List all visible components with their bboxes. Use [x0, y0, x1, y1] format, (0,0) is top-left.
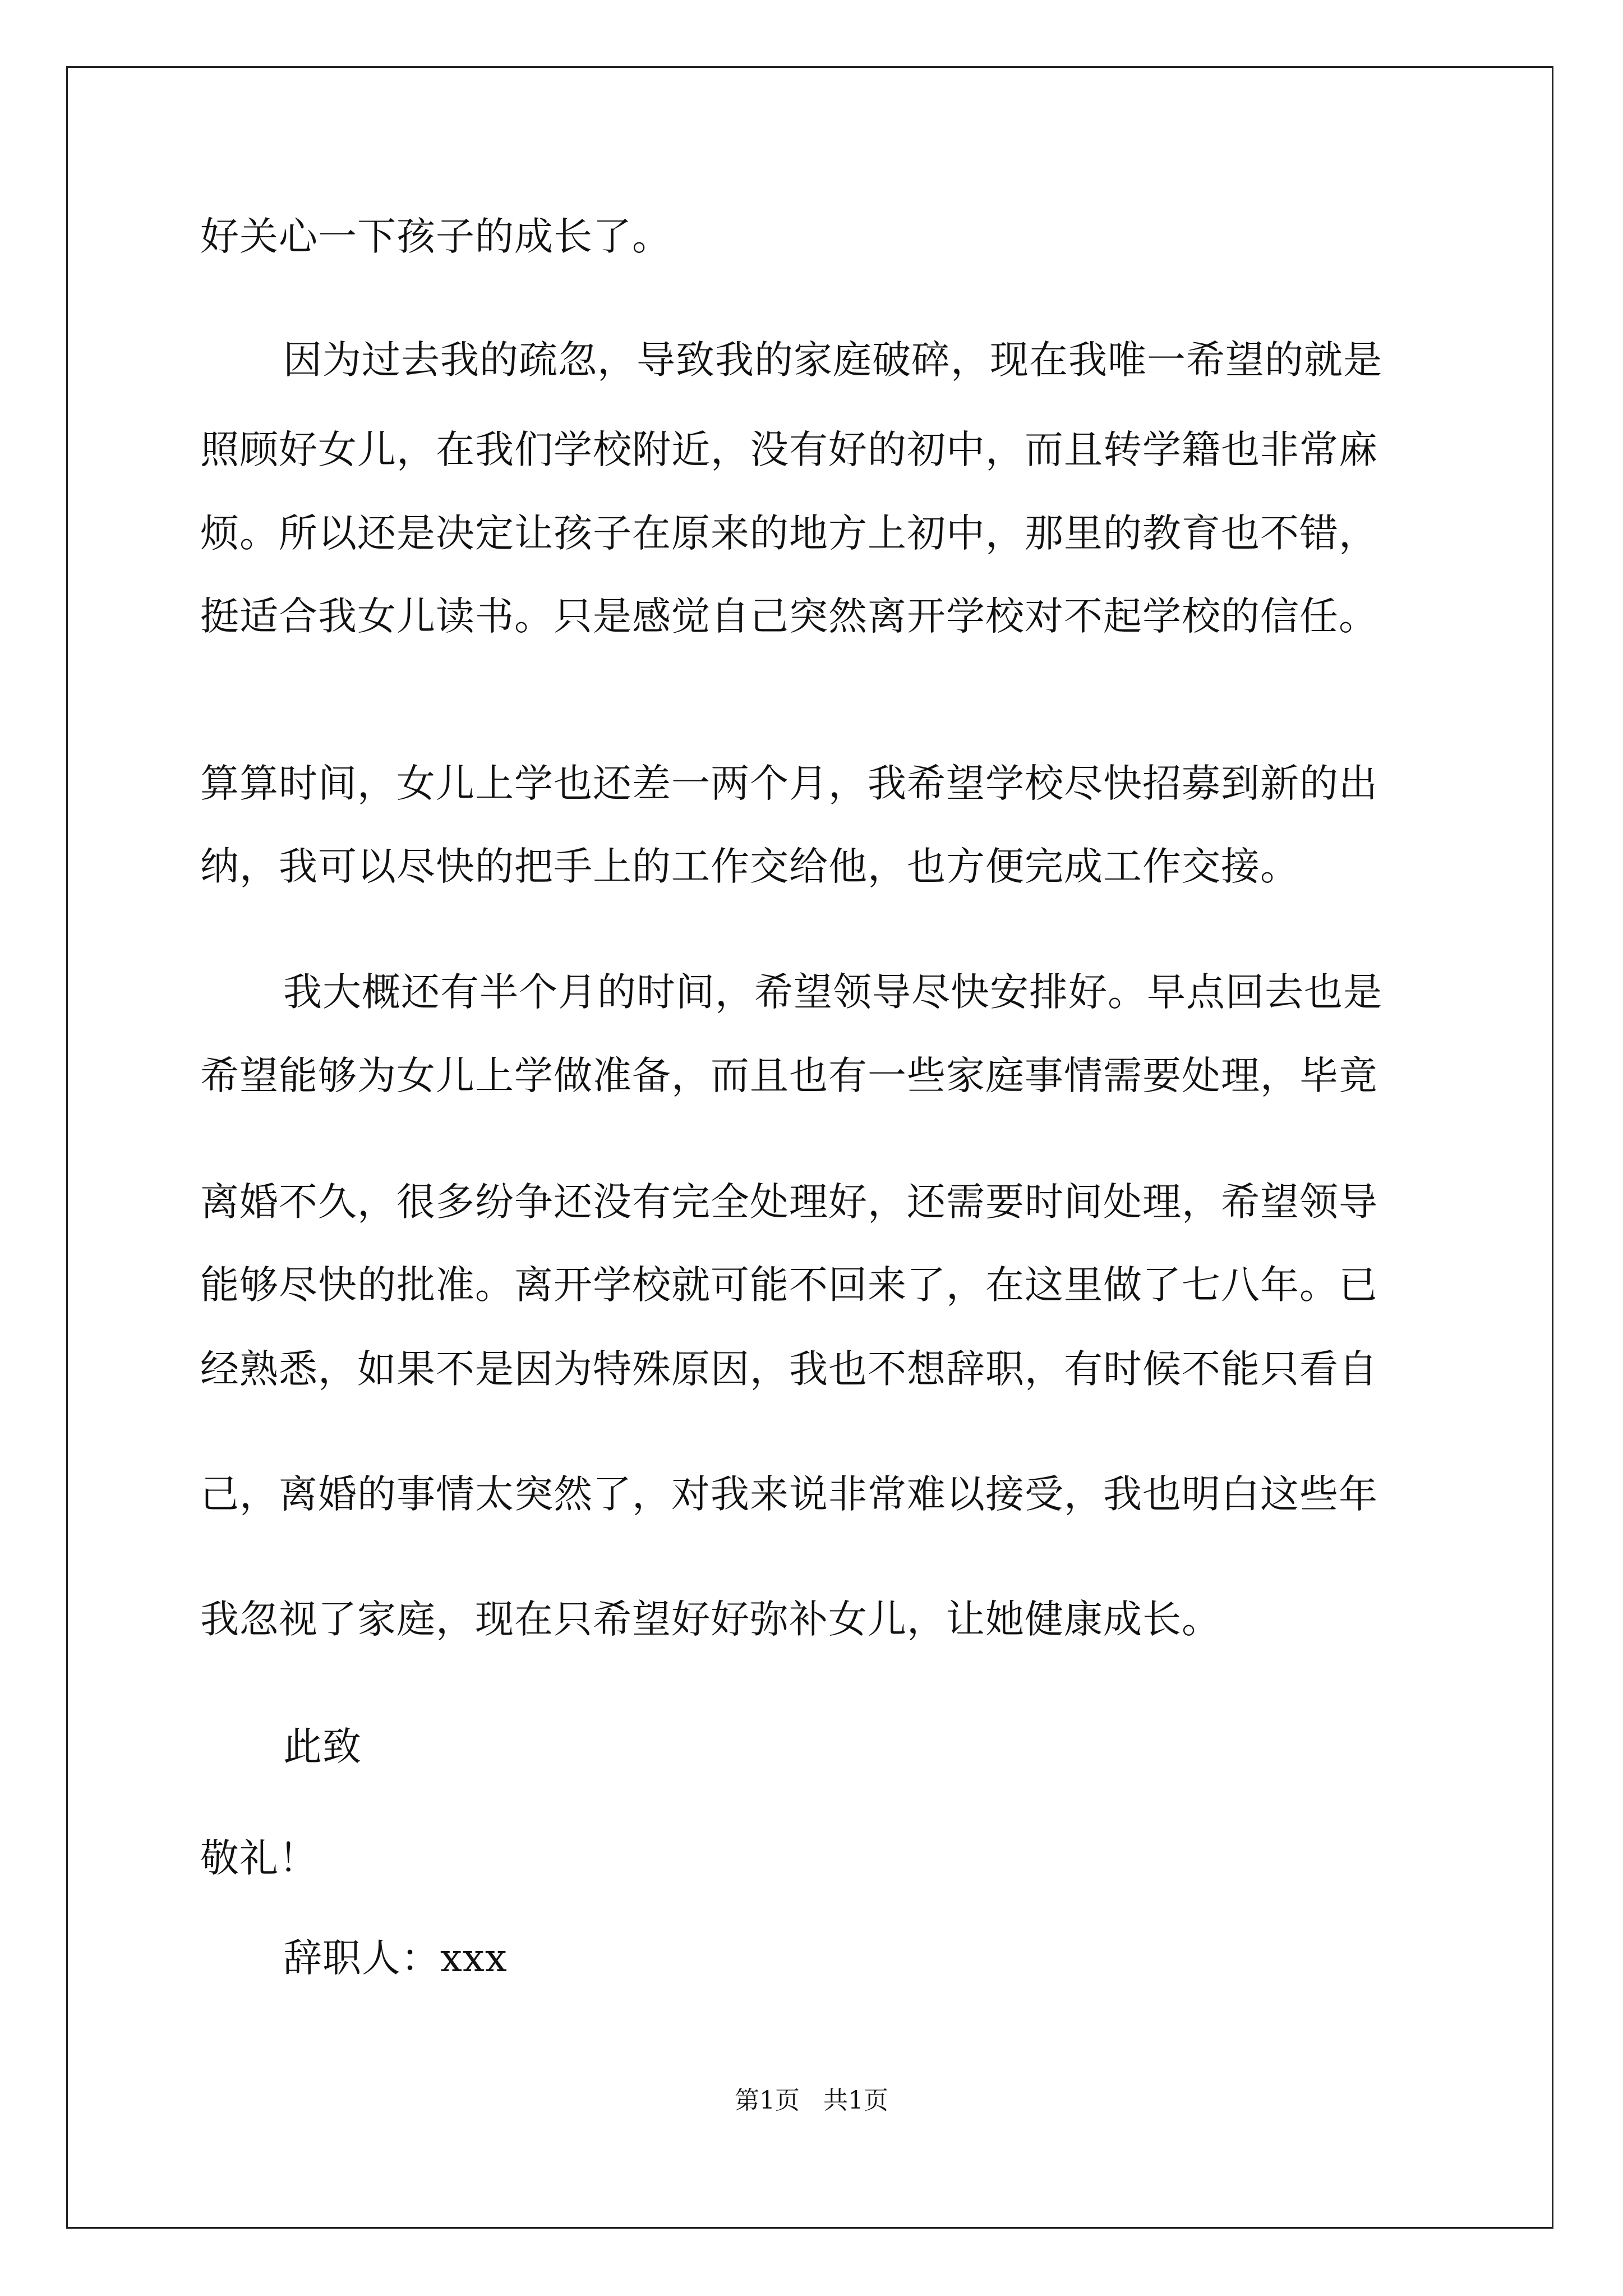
text-line: 烦。所以还是决定让孩子在原来的地方上初中，那里的教育也不错， — [200, 511, 1378, 556]
text-line: 好关心一下孩子的成长了。 — [200, 214, 671, 259]
text-line: 算算时间，女儿上学也还差一两个月，我希望学校尽快招募到新的出 — [200, 761, 1378, 806]
salute: 敬礼！ — [200, 1836, 318, 1881]
paragraph-start: 我大概还有半个月的时间，希望领导尽快安排好。早点回去也是 — [283, 970, 1382, 1015]
text-line: 我忽视了家庭，现在只希望好好弥补女儿，让她健康成长。 — [200, 1597, 1221, 1642]
page-border — [66, 66, 1553, 2229]
text-line: 离婚不久，很多纷争还没有完全处理好，还需要时间处理，希望领导 — [200, 1180, 1378, 1225]
page-number: 第1页 共1页 — [735, 2086, 888, 2115]
paragraph-start: 因为过去我的疏忽，导致我的家庭破碎，现在我唯一希望的就是 — [283, 338, 1382, 383]
text-line: 经熟悉，如果不是因为特殊原因，我也不想辞职，有时候不能只看自 — [200, 1347, 1378, 1392]
text-line: 照顾好女儿，在我们学校附近，没有好的初中，而且转学籍也非常麻 — [200, 427, 1378, 472]
text-line: 纳，我可以尽快的把手上的工作交给他，也方便完成工作交接。 — [200, 844, 1299, 889]
text-line: 己，离婚的事情太突然了，对我来说非常难以接受，我也明白这些年 — [200, 1472, 1378, 1517]
signature: 辞职人：xxx — [283, 1936, 508, 1981]
text-line: 挺适合我女儿读书。只是感觉自己突然离开学校对不起学校的信任。 — [200, 594, 1378, 639]
text-line: 能够尽快的批准。离开学校就可能不回来了，在这里做了七八年。已 — [200, 1263, 1378, 1308]
text-line: 希望能够为女儿上学做准备，而且也有一些家庭事情需要处理，毕竟 — [200, 1053, 1378, 1098]
closing-phrase: 此致 — [283, 1724, 362, 1769]
